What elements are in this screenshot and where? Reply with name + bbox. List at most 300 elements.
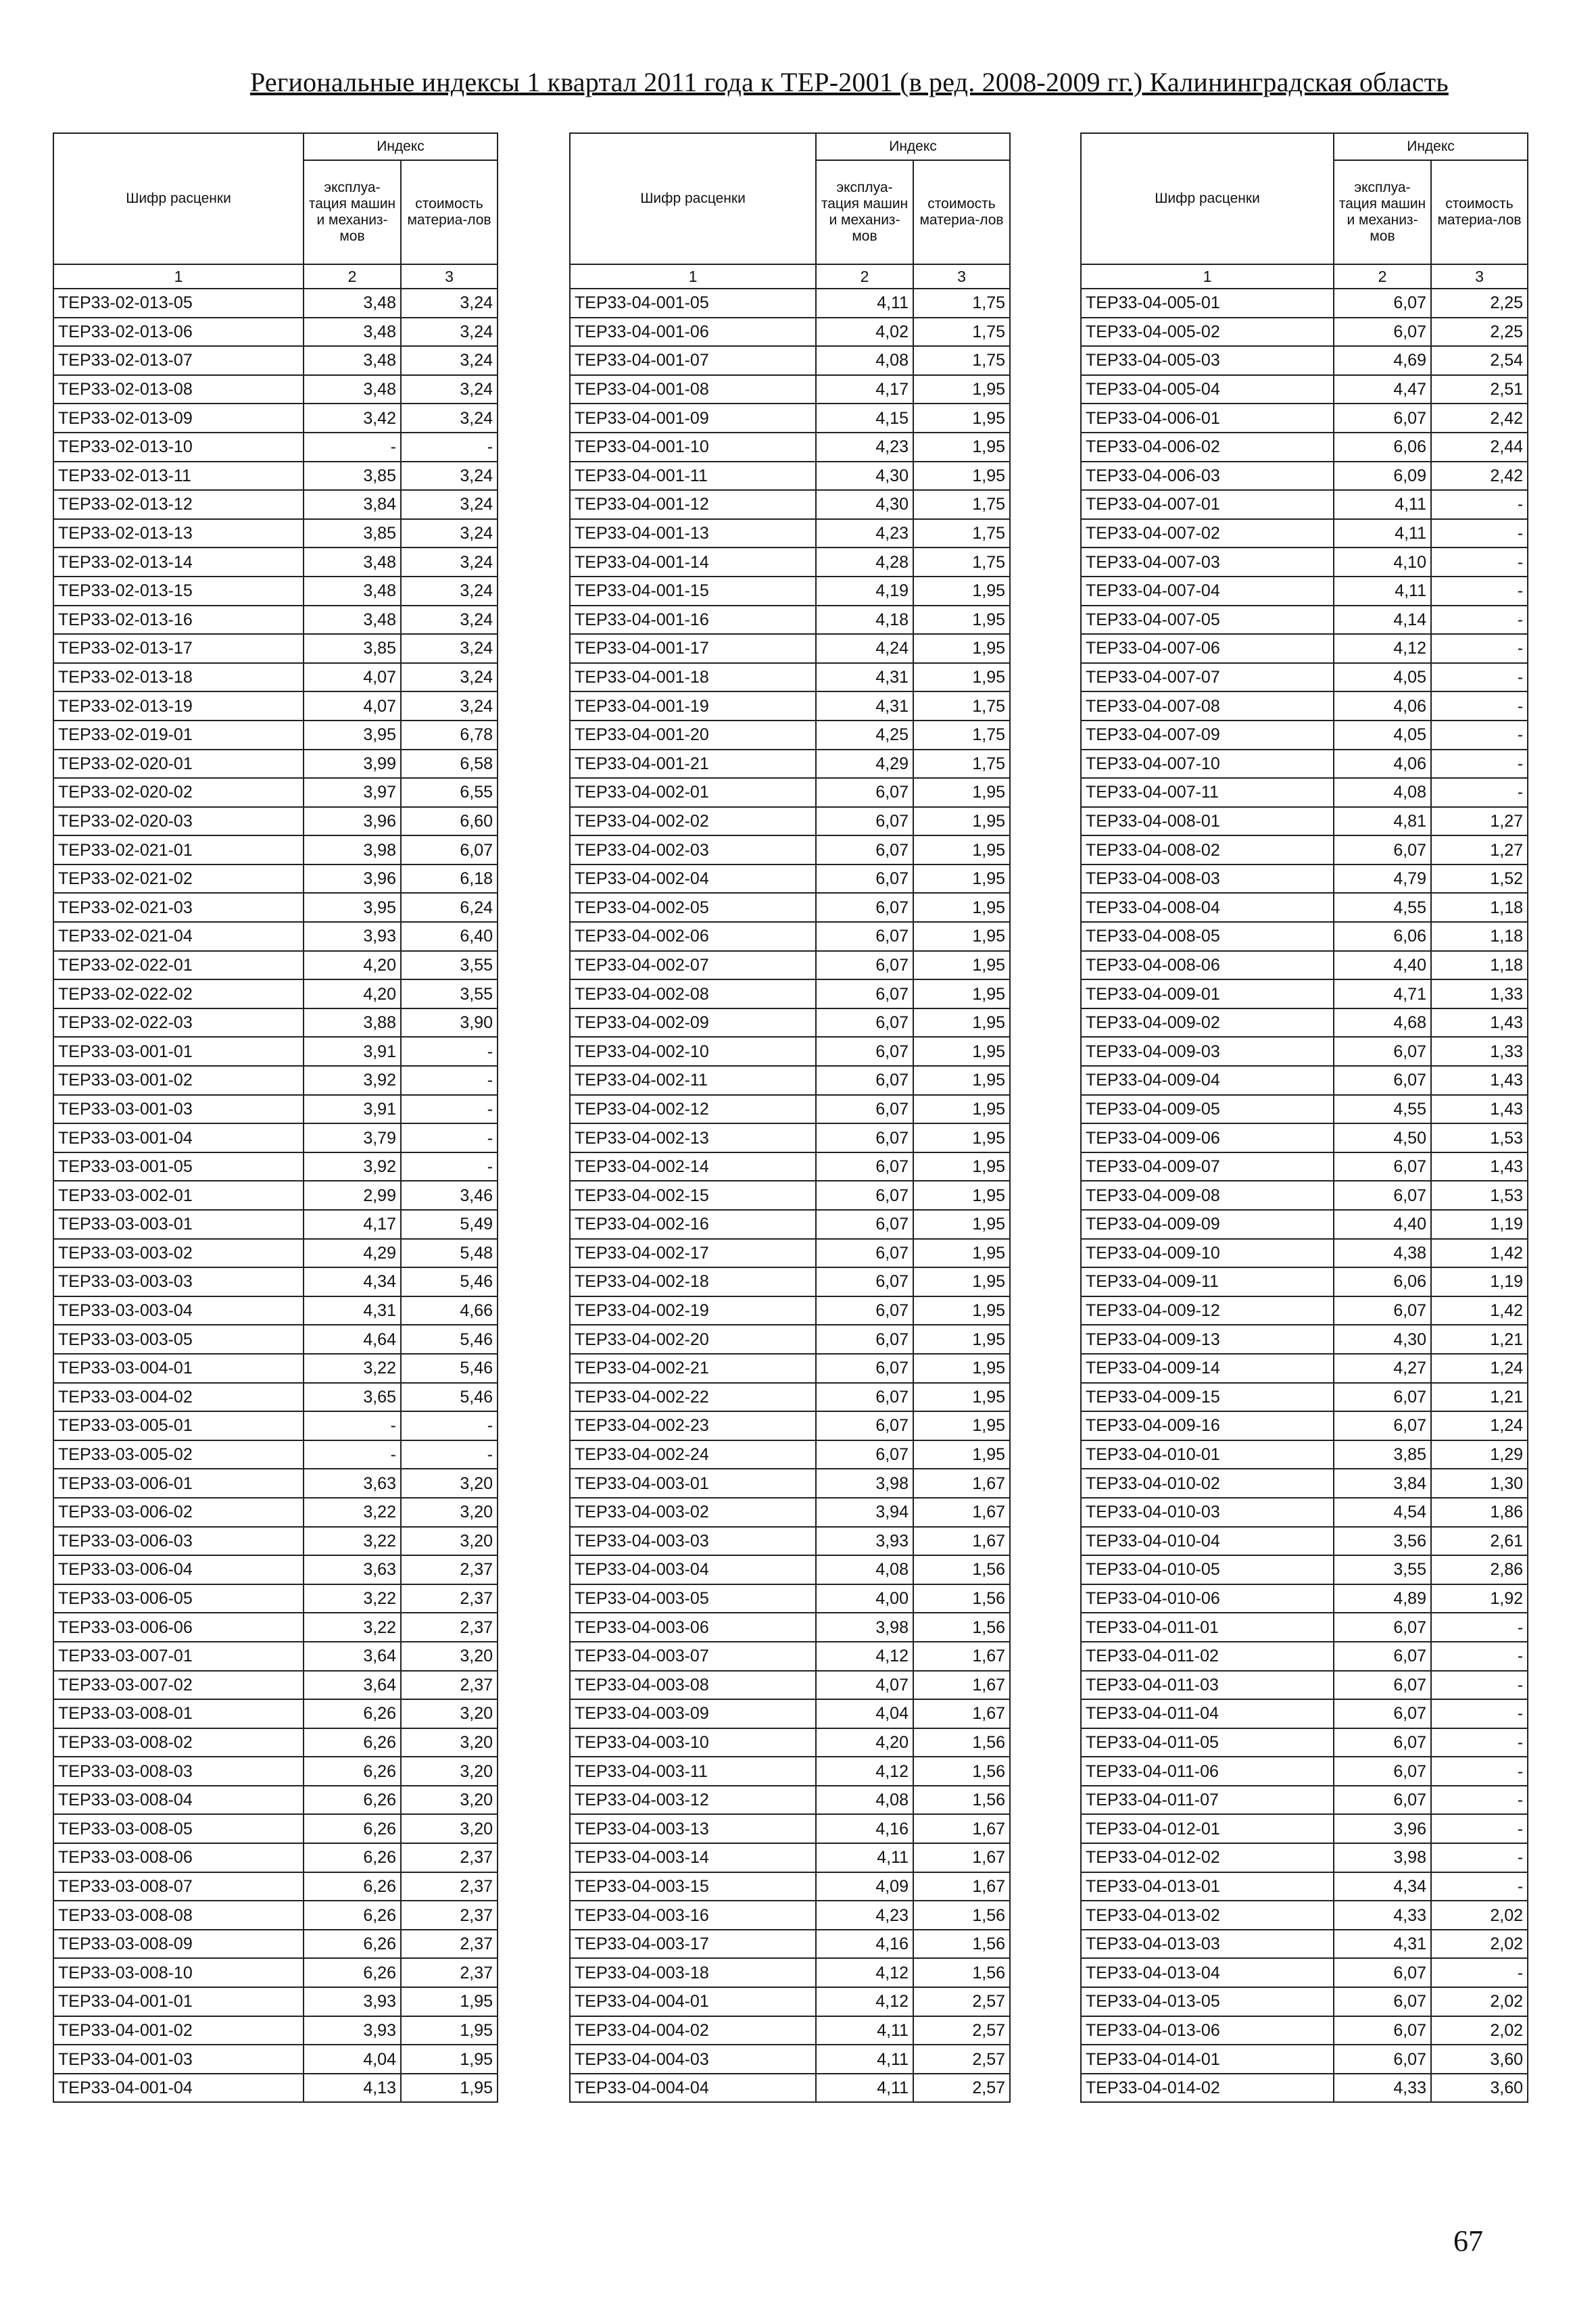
- table-row: [1081, 577, 1528, 606]
- machines-index-cell: 6,26: [304, 1872, 401, 1901]
- materials-index-cell: 1,67: [913, 1498, 1010, 1527]
- machines-index-cell: 4,12: [816, 1757, 913, 1786]
- rate-code-cell: ТЕР33-04-002-19: [570, 1296, 816, 1325]
- machines-index-cell: 3,93: [304, 922, 401, 951]
- table-row: [53, 1383, 498, 1412]
- table-row: [570, 490, 1010, 519]
- materials-index-cell: -: [1431, 547, 1528, 577]
- table-row: [570, 1555, 1010, 1584]
- rate-code-cell: ТЕР33-04-010-06: [1081, 1584, 1334, 1613]
- machines-index-cell: 4,17: [816, 375, 913, 404]
- materials-index-cell: 5,46: [401, 1354, 498, 1383]
- table-row: [53, 606, 498, 635]
- table-row: [1081, 1354, 1528, 1383]
- materials-index-cell: 1,95: [401, 1987, 498, 2016]
- materials-index-cell: -: [1431, 634, 1528, 663]
- materials-index-cell: 3,20: [401, 1757, 498, 1786]
- machines-index-cell: 6,07: [1334, 1958, 1431, 1987]
- machines-index-cell: 4,40: [1334, 951, 1431, 980]
- table-row: [53, 404, 498, 433]
- rate-code-cell: ТЕР33-04-009-15: [1081, 1383, 1334, 1412]
- rate-code-cell: ТЕР33-04-007-10: [1081, 750, 1334, 779]
- machines-index-cell: 4,08: [816, 1555, 913, 1584]
- machines-index-cell: 4,30: [816, 462, 913, 491]
- table-row: [570, 1440, 1010, 1469]
- table-row: [570, 462, 1010, 491]
- materials-index-cell: 3,24: [401, 606, 498, 635]
- table-row: [1081, 1671, 1528, 1700]
- materials-index-cell: 1,67: [913, 1642, 1010, 1671]
- table-row: [1081, 1469, 1528, 1498]
- table-row: [570, 1527, 1010, 1556]
- table-row: [1081, 462, 1528, 491]
- table-row: [570, 2016, 1010, 2045]
- machines-index-cell: 3,42: [304, 404, 401, 433]
- rate-code-cell: ТЕР33-04-001-20: [570, 721, 816, 750]
- materials-index-cell: 1,95: [913, 922, 1010, 951]
- table-row: [1081, 979, 1528, 1008]
- machines-index-cell: 3,91: [304, 1037, 401, 1066]
- materials-index-cell: -: [1431, 577, 1528, 606]
- rate-code-cell: ТЕР33-04-003-14: [570, 1843, 816, 1872]
- rate-code-cell: ТЕР33-02-013-18: [53, 663, 304, 692]
- machines-index-cell: 6,26: [304, 1786, 401, 1815]
- table-row: [53, 1354, 498, 1383]
- rate-code-cell: ТЕР33-03-008-02: [53, 1728, 304, 1757]
- table-row: [53, 1239, 498, 1268]
- machines-index-cell: 6,07: [1334, 404, 1431, 433]
- machines-index-cell: 6,07: [816, 835, 913, 864]
- materials-index-cell: 1,86: [1431, 1498, 1528, 1527]
- table-row: [570, 691, 1010, 721]
- table-row: [53, 2016, 498, 2045]
- machines-index-cell: 4,34: [1334, 1872, 1431, 1901]
- materials-index-cell: 1,95: [913, 778, 1010, 807]
- machines-index-cell: 4,38: [1334, 1239, 1431, 1268]
- machines-index-cell: 3,97: [304, 778, 401, 807]
- materials-index-cell: -: [1431, 606, 1528, 635]
- rate-code-cell: ТЕР33-03-003-05: [53, 1325, 304, 1354]
- materials-index-cell: 1,56: [913, 1728, 1010, 1757]
- rate-code-cell: ТЕР33-03-008-01: [53, 1699, 304, 1728]
- table-row: [570, 1930, 1010, 1959]
- materials-index-cell: 1,95: [913, 893, 1010, 922]
- rate-code-cell: ТЕР33-04-009-09: [1081, 1210, 1334, 1239]
- table-row: [1081, 835, 1528, 864]
- materials-index-cell: 5,46: [401, 1383, 498, 1412]
- rate-code-cell: ТЕР33-04-009-13: [1081, 1325, 1334, 1354]
- rate-code-cell: ТЕР33-04-009-01: [1081, 979, 1334, 1008]
- rate-code-cell: ТЕР33-02-013-17: [53, 634, 304, 663]
- materials-index-cell: 1,43: [1431, 1095, 1528, 1124]
- table-row: [570, 519, 1010, 548]
- table-row: [53, 1527, 498, 1556]
- materials-index-cell: 3,90: [401, 1008, 498, 1038]
- rate-code-cell: ТЕР33-04-003-06: [570, 1613, 816, 1642]
- rate-code-cell: ТЕР33-04-001-17: [570, 634, 816, 663]
- header-machines: эксплуа-тация машин и механиз-мов: [816, 160, 913, 264]
- machines-index-cell: 4,04: [304, 2045, 401, 2074]
- machines-index-cell: 6,07: [816, 1066, 913, 1095]
- materials-index-cell: 1,92: [1431, 1584, 1528, 1613]
- materials-index-cell: 3,20: [401, 1498, 498, 1527]
- rate-code-cell: ТЕР33-03-006-05: [53, 1584, 304, 1613]
- rate-code-cell: ТЕР33-04-001-03: [53, 2045, 304, 2074]
- rate-code-cell: ТЕР33-02-013-10: [53, 433, 304, 462]
- table-row: [570, 634, 1010, 663]
- table-row: [1081, 1930, 1528, 1959]
- rate-code-cell: ТЕР33-02-013-15: [53, 577, 304, 606]
- materials-index-cell: 2,42: [1431, 404, 1528, 433]
- machines-index-cell: 6,07: [1334, 1642, 1431, 1671]
- machines-index-cell: 3,65: [304, 1383, 401, 1412]
- header-index: Индекс: [816, 133, 1010, 160]
- materials-index-cell: -: [401, 1095, 498, 1124]
- machines-index-cell: 4,15: [816, 404, 913, 433]
- materials-index-cell: 1,42: [1431, 1239, 1528, 1268]
- table-row: [570, 1066, 1010, 1095]
- machines-index-cell: 6,07: [816, 1210, 913, 1239]
- materials-index-cell: 1,56: [913, 1930, 1010, 1959]
- materials-index-cell: 3,20: [401, 1527, 498, 1556]
- table-row: [1081, 807, 1528, 836]
- rate-code-cell: ТЕР33-04-010-02: [1081, 1469, 1334, 1498]
- materials-index-cell: 3,20: [401, 1642, 498, 1671]
- header-materials: стоимость материа-лов: [401, 160, 498, 264]
- materials-index-cell: 1,67: [913, 1469, 1010, 1498]
- rate-code-cell: ТЕР33-04-010-03: [1081, 1498, 1334, 1527]
- materials-index-cell: -: [401, 1411, 498, 1440]
- machines-index-cell: 3,22: [304, 1613, 401, 1642]
- rate-code-cell: ТЕР33-04-013-05: [1081, 1987, 1334, 2016]
- machines-index-cell: 6,07: [816, 1152, 913, 1181]
- machines-index-cell: 4,16: [816, 1930, 913, 1959]
- rate-code-cell: ТЕР33-02-022-01: [53, 951, 304, 980]
- materials-index-cell: 1,67: [913, 1872, 1010, 1901]
- materials-index-cell: 1,27: [1431, 807, 1528, 836]
- machines-index-cell: 3,95: [304, 893, 401, 922]
- rate-code-cell: ТЕР33-03-003-02: [53, 1239, 304, 1268]
- machines-index-cell: 6,26: [304, 1958, 401, 1987]
- materials-index-cell: 1,18: [1431, 893, 1528, 922]
- rate-code-cell: ТЕР33-03-008-09: [53, 1930, 304, 1959]
- materials-index-cell: 6,78: [401, 721, 498, 750]
- machines-index-cell: 3,94: [816, 1498, 913, 1527]
- table-row: [1081, 893, 1528, 922]
- table-row: [53, 519, 498, 548]
- materials-index-cell: 1,95: [913, 835, 1010, 864]
- machines-index-cell: 4,29: [304, 1239, 401, 1268]
- machines-index-cell: 4,06: [1334, 691, 1431, 721]
- rate-code-cell: ТЕР33-02-013-11: [53, 462, 304, 491]
- index-table-middle: [569, 132, 1011, 2103]
- header-num-1: 1: [53, 264, 304, 289]
- header-index: Индекс: [304, 133, 498, 160]
- table-row: [1081, 289, 1528, 318]
- rate-code-cell: ТЕР33-03-005-02: [53, 1440, 304, 1469]
- materials-index-cell: 1,95: [913, 634, 1010, 663]
- table-row: [53, 1584, 498, 1613]
- rate-code-cell: ТЕР33-03-006-03: [53, 1527, 304, 1556]
- rate-code-cell: ТЕР33-03-006-01: [53, 1469, 304, 1498]
- rate-code-cell: ТЕР33-04-001-09: [570, 404, 816, 433]
- rate-code-cell: ТЕР33-04-009-08: [1081, 1181, 1334, 1210]
- header-index: Индекс: [1334, 133, 1528, 160]
- machines-index-cell: 4,47: [1334, 375, 1431, 404]
- materials-index-cell: 2,25: [1431, 289, 1528, 318]
- materials-index-cell: 1,75: [913, 547, 1010, 577]
- table-row: [1081, 1728, 1528, 1757]
- table-row: [1081, 1008, 1528, 1038]
- materials-index-cell: 3,20: [401, 1728, 498, 1757]
- index-table-right: [1080, 132, 1528, 2103]
- rate-code-cell: ТЕР33-03-006-02: [53, 1498, 304, 1527]
- rate-code-cell: ТЕР33-04-003-11: [570, 1757, 816, 1786]
- table-row: [570, 1872, 1010, 1901]
- table-row: [53, 922, 498, 951]
- rate-code-cell: ТЕР33-03-004-02: [53, 1383, 304, 1412]
- machines-index-cell: 4,54: [1334, 1498, 1431, 1527]
- materials-index-cell: 3,24: [401, 691, 498, 721]
- materials-index-cell: 2,57: [913, 1987, 1010, 2016]
- table-row: [570, 1671, 1010, 1700]
- rate-code-cell: ТЕР33-03-007-02: [53, 1671, 304, 1700]
- rate-code-cell: ТЕР33-03-008-05: [53, 1814, 304, 1843]
- table-row: [53, 490, 498, 519]
- rate-code-cell: ТЕР33-04-010-01: [1081, 1440, 1334, 1469]
- table-row: [53, 547, 498, 577]
- materials-index-cell: 1,75: [913, 346, 1010, 375]
- table-row: [570, 1181, 1010, 1210]
- materials-index-cell: 1,95: [913, 1296, 1010, 1325]
- materials-index-cell: 1,67: [913, 1527, 1010, 1556]
- machines-index-cell: 3,91: [304, 1095, 401, 1124]
- materials-index-cell: 1,18: [1431, 951, 1528, 980]
- table-row: [53, 1872, 498, 1901]
- materials-index-cell: 3,24: [401, 663, 498, 692]
- rate-code-cell: ТЕР33-04-002-12: [570, 1095, 816, 1124]
- rate-code-cell: ТЕР33-03-002-01: [53, 1181, 304, 1210]
- machines-index-cell: 4,33: [1334, 2074, 1431, 2103]
- table-row: [1081, 1613, 1528, 1642]
- table-row: [53, 663, 498, 692]
- rate-code-cell: ТЕР33-04-003-16: [570, 1901, 816, 1930]
- rate-code-cell: ТЕР33-04-006-02: [1081, 433, 1334, 462]
- rate-code-cell: ТЕР33-02-021-01: [53, 835, 304, 864]
- rate-code-cell: ТЕР33-03-007-01: [53, 1642, 304, 1671]
- table-row: [53, 1008, 498, 1038]
- machines-index-cell: 4,11: [1334, 490, 1431, 519]
- rate-code-cell: ТЕР33-04-014-02: [1081, 2074, 1334, 2103]
- rate-code-cell: ТЕР33-04-009-07: [1081, 1152, 1334, 1181]
- header-code: Шифр расценки: [570, 133, 816, 264]
- machines-index-cell: 4,23: [816, 519, 913, 548]
- table-row: [570, 922, 1010, 951]
- table-row: [570, 1210, 1010, 1239]
- materials-index-cell: -: [1431, 721, 1528, 750]
- rate-code-cell: ТЕР33-02-021-02: [53, 864, 304, 894]
- machines-index-cell: 4,19: [816, 577, 913, 606]
- machines-index-cell: 4,23: [816, 1901, 913, 1930]
- machines-index-cell: 4,55: [1334, 893, 1431, 922]
- rate-code-cell: ТЕР33-04-002-06: [570, 922, 816, 951]
- table-row: [53, 289, 498, 318]
- materials-index-cell: -: [1431, 691, 1528, 721]
- machines-index-cell: 6,06: [1334, 433, 1431, 462]
- machines-index-cell: 4,28: [816, 547, 913, 577]
- table-row: [53, 1181, 498, 1210]
- materials-index-cell: 1,19: [1431, 1267, 1528, 1296]
- table-row: [1081, 404, 1528, 433]
- rate-code-cell: ТЕР33-02-013-19: [53, 691, 304, 721]
- table-row: [53, 346, 498, 375]
- rate-code-cell: ТЕР33-04-002-01: [570, 778, 816, 807]
- header-num-1: 1: [1081, 264, 1334, 289]
- rate-code-cell: ТЕР33-04-006-01: [1081, 404, 1334, 433]
- table-row: [1081, 951, 1528, 980]
- machines-index-cell: 4,10: [1334, 547, 1431, 577]
- table-row: [1081, 864, 1528, 894]
- machines-index-cell: 4,07: [304, 691, 401, 721]
- rate-code-cell: ТЕР33-04-002-09: [570, 1008, 816, 1038]
- rate-code-cell: ТЕР33-04-005-01: [1081, 289, 1334, 318]
- rate-code-cell: ТЕР33-04-001-15: [570, 577, 816, 606]
- machines-index-cell: 3,93: [304, 2016, 401, 2045]
- materials-index-cell: -: [401, 1066, 498, 1095]
- rate-code-cell: ТЕР33-03-006-06: [53, 1613, 304, 1642]
- rate-code-cell: ТЕР33-04-004-04: [570, 2074, 816, 2103]
- page-number: 67: [1453, 2224, 1483, 2258]
- rate-code-cell: ТЕР33-04-003-05: [570, 1584, 816, 1613]
- machines-index-cell: 6,07: [816, 1181, 913, 1210]
- rate-code-cell: ТЕР33-03-008-04: [53, 1786, 304, 1815]
- materials-index-cell: 3,20: [401, 1786, 498, 1815]
- rate-code-cell: ТЕР33-02-022-02: [53, 979, 304, 1008]
- rate-code-cell: ТЕР33-04-003-09: [570, 1699, 816, 1728]
- machines-index-cell: 4,31: [816, 663, 913, 692]
- machines-index-cell: 4,05: [1334, 721, 1431, 750]
- machines-index-cell: 6,07: [816, 1267, 913, 1296]
- machines-index-cell: 6,07: [816, 951, 913, 980]
- table-row: [53, 1469, 498, 1498]
- materials-index-cell: 1,75: [913, 721, 1010, 750]
- materials-index-cell: 2,37: [401, 1555, 498, 1584]
- table-row: [570, 1152, 1010, 1181]
- materials-index-cell: 1,95: [913, 1383, 1010, 1412]
- materials-index-cell: 1,95: [913, 979, 1010, 1008]
- rate-code-cell: ТЕР33-04-011-05: [1081, 1728, 1334, 1757]
- rate-code-cell: ТЕР33-02-013-12: [53, 490, 304, 519]
- table-row: [1081, 1987, 1528, 2016]
- materials-index-cell: -: [401, 433, 498, 462]
- rate-code-cell: ТЕР33-04-002-02: [570, 807, 816, 836]
- rate-code-cell: ТЕР33-02-019-01: [53, 721, 304, 750]
- rate-code-cell: ТЕР33-04-001-16: [570, 606, 816, 635]
- rate-code-cell: ТЕР33-04-011-01: [1081, 1613, 1334, 1642]
- rate-code-cell: ТЕР33-03-001-04: [53, 1123, 304, 1152]
- table-row: [1081, 750, 1528, 779]
- rate-code-cell: ТЕР33-04-013-03: [1081, 1930, 1334, 1959]
- table-row: [570, 547, 1010, 577]
- machines-index-cell: 6,26: [304, 1728, 401, 1757]
- machines-index-cell: 6,07: [816, 1411, 913, 1440]
- machines-index-cell: 4,08: [816, 1786, 913, 1815]
- table-row: [570, 1987, 1010, 2016]
- rate-code-cell: ТЕР33-04-012-01: [1081, 1814, 1334, 1843]
- materials-index-cell: 2,25: [1431, 318, 1528, 347]
- materials-index-cell: 1,53: [1431, 1123, 1528, 1152]
- rate-code-cell: ТЕР33-03-003-01: [53, 1210, 304, 1239]
- rate-code-cell: ТЕР33-04-007-01: [1081, 490, 1334, 519]
- table-row: [570, 864, 1010, 894]
- materials-index-cell: 2,02: [1431, 2016, 1528, 2045]
- machines-index-cell: 3,95: [304, 721, 401, 750]
- materials-index-cell: 1,95: [913, 1411, 1010, 1440]
- materials-index-cell: -: [1431, 1728, 1528, 1757]
- materials-index-cell: -: [1431, 519, 1528, 548]
- machines-index-cell: 6,07: [816, 807, 913, 836]
- rate-code-cell: ТЕР33-04-002-17: [570, 1239, 816, 1268]
- materials-index-cell: 1,43: [1431, 1066, 1528, 1095]
- table-row: [53, 1843, 498, 1872]
- machines-index-cell: 4,79: [1334, 864, 1431, 894]
- materials-index-cell: 3,24: [401, 318, 498, 347]
- materials-index-cell: 2,37: [401, 1958, 498, 1987]
- rate-code-cell: ТЕР33-04-002-13: [570, 1123, 816, 1152]
- machines-index-cell: 4,11: [816, 1843, 913, 1872]
- rate-code-cell: ТЕР33-04-007-04: [1081, 577, 1334, 606]
- materials-index-cell: 1,95: [401, 2016, 498, 2045]
- rate-code-cell: ТЕР33-04-002-07: [570, 951, 816, 980]
- machines-index-cell: 4,06: [1334, 750, 1431, 779]
- machines-index-cell: 6,07: [816, 1095, 913, 1124]
- rate-code-cell: ТЕР33-04-002-20: [570, 1325, 816, 1354]
- table-row: [53, 1296, 498, 1325]
- machines-index-cell: 3,22: [304, 1584, 401, 1613]
- machines-index-cell: 3,22: [304, 1527, 401, 1556]
- header-num-3: 3: [913, 264, 1010, 289]
- rate-code-cell: ТЕР33-04-007-03: [1081, 547, 1334, 577]
- machines-index-cell: 6,07: [1334, 1383, 1431, 1412]
- materials-index-cell: 2,57: [913, 2074, 1010, 2103]
- rate-code-cell: ТЕР33-04-008-05: [1081, 922, 1334, 951]
- materials-index-cell: -: [1431, 778, 1528, 807]
- table-row: [570, 835, 1010, 864]
- materials-index-cell: 2,02: [1431, 1987, 1528, 2016]
- rate-code-cell: ТЕР33-02-013-07: [53, 346, 304, 375]
- materials-index-cell: 1,95: [913, 807, 1010, 836]
- machines-index-cell: 3,92: [304, 1152, 401, 1181]
- machines-index-cell: 4,09: [816, 1872, 913, 1901]
- materials-index-cell: 1,95: [913, 1152, 1010, 1181]
- machines-index-cell: 3,48: [304, 346, 401, 375]
- materials-index-cell: 1,95: [913, 1210, 1010, 1239]
- machines-index-cell: 6,07: [816, 864, 913, 894]
- machines-index-cell: 6,07: [816, 893, 913, 922]
- machines-index-cell: 6,07: [1334, 1411, 1431, 1440]
- materials-index-cell: 6,55: [401, 778, 498, 807]
- materials-index-cell: 1,56: [913, 1958, 1010, 1987]
- machines-index-cell: 3,85: [304, 462, 401, 491]
- materials-index-cell: 3,20: [401, 1814, 498, 1843]
- materials-index-cell: 1,56: [913, 1901, 1010, 1930]
- machines-index-cell: 3,48: [304, 318, 401, 347]
- machines-index-cell: 6,07: [1334, 1066, 1431, 1095]
- materials-index-cell: -: [1431, 1786, 1528, 1815]
- materials-index-cell: 1,56: [913, 1584, 1010, 1613]
- materials-index-cell: 1,29: [1431, 1440, 1528, 1469]
- machines-index-cell: 6,06: [1334, 922, 1431, 951]
